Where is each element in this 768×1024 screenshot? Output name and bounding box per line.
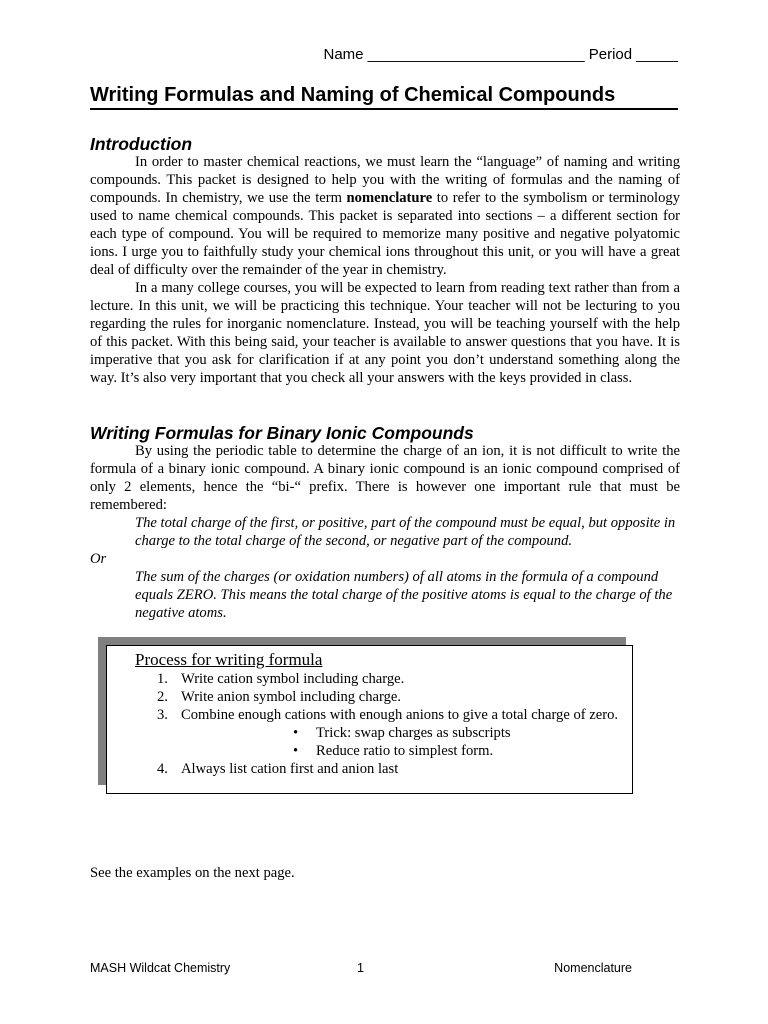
step-number: 2.: [157, 689, 168, 705]
process-step: [107, 760, 632, 778]
name-period-line: Name __________________________ Period _____: [323, 46, 678, 63]
binary-heading: Writing Formulas for Binary Ionic Compounds: [90, 423, 474, 443]
footer-left: MASH Wildcat Chemistry: [90, 961, 231, 975]
process-steps: [107, 670, 632, 724]
process-step: [107, 670, 632, 688]
binary-text: [90, 442, 680, 514]
step-number: 1.: [157, 671, 168, 687]
page-title: Writing Formulas and Naming of Chemical Compounds: [90, 83, 678, 110]
bullet-text: Reduce ratio to simplest form.: [316, 743, 494, 759]
intro-heading: Introduction: [90, 134, 193, 154]
binary-paragraph-1: By using the periodic table to determine the charge of an ion, it is not difficult to write the formula of a binary ionic compound. A binary ionic compound is an ionic compound comprised of only 2 elements, hence the “bi-“ prefix. There is however one important rule that must be remembered:: [90, 443, 680, 513]
intro-p1-text-a: In order to master chemical reactions, we must learn the “language” of naming and writing compounds. This packet is designed to help you with the writing of formulas and the naming of compounds. In chemistry, we use the term: [90, 154, 680, 206]
bullet-item: [107, 742, 632, 760]
bullet-text: Trick: swap charges as subscripts: [316, 725, 511, 741]
intro-p1-text-b: to refer to the symbolism or terminology used to name chemical compounds. This packet is separated into sections – a different section for each type of compound. You will be required to memorize many positive and negative polyatomic ions. I urge you to faithfully study your chemical ions throughout this unit, or you will have a great deal of difficulty over the remainder of the year in chemistry.: [90, 190, 680, 278]
bullet-icon: •: [293, 725, 299, 741]
step-text: Always list cation first and anion last: [181, 761, 399, 777]
see-next-page-note: See the examples on the next page.: [90, 865, 295, 881]
bullet-icon: •: [293, 743, 299, 759]
bullet-item: [107, 724, 632, 742]
step-text: Write anion symbol including charge.: [181, 689, 402, 705]
process-step: [107, 688, 632, 706]
step-text: Combine enough cations with enough anions to give a total charge of zero.: [181, 707, 619, 723]
step-text: Write cation symbol including charge.: [181, 671, 405, 687]
intro-paragraph-2: In a many college courses, you will be expected to learn from reading text rather than from a lecture. In this unit, we will be practicing this technique. Your teacher will not be lecturing to you regarding the rules for inorganic nomenclature. Instead, you will be teaching yourself with the help of this packet. With this being said, your teacher is available to answer questions that you have. It is imperative that you ask for clarification if at any point you don’t understand something along the way. It’s also very important that you check all your answers with the keys provided in class.: [90, 280, 680, 386]
process-box: [106, 645, 633, 794]
rule-1: The total charge of the first, or positive, part of the compound must be equal, but opposite in charge to the total charge of the second, or negative part of the compound.: [135, 515, 676, 549]
charge-rules: [90, 514, 680, 622]
footer-right: Nomenclature: [554, 961, 632, 975]
nomenclature-term: nomenclature: [346, 190, 433, 206]
step-number: 3.: [157, 707, 168, 723]
trick-bullets: [107, 724, 632, 760]
process-steps-continued: [107, 760, 632, 778]
intro-text: [90, 153, 680, 387]
rule-2: The sum of the charges (or oxidation numbers) of all atoms in the formula of a compound equals ZERO. This means the total charge of the positive atoms is equal to the charge of the negative atoms.: [135, 569, 673, 621]
intro-paragraph-1: [90, 153, 680, 279]
step-number: 4.: [157, 761, 168, 777]
page-number: 1: [357, 961, 364, 975]
process-title: Process for writing formula: [135, 650, 323, 669]
process-step: [107, 706, 632, 724]
rule-or: Or: [90, 551, 107, 567]
